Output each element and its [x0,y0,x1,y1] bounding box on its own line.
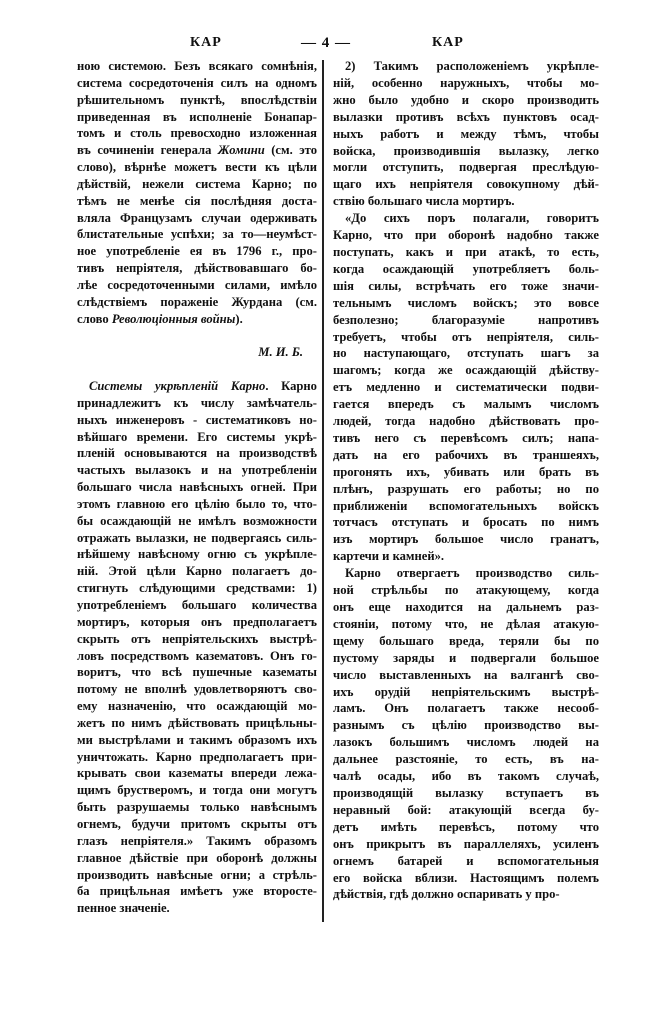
italic-text: Жомини [217,143,265,158]
text-segment: . Карно [265,379,317,394]
text-line: его войска вблизи. Настоящимъ полемъ [333,870,599,885]
text-line: число выставленныхъ на валгангѣ сво- [333,667,599,682]
text-line: ною системою. Безъ всякаго сомнѣнія, [77,59,317,73]
text-line: ной стрѣльбы по атакующему, когда [333,583,599,598]
text-line: ныхъ работъ и между тѣмъ, чтобы [333,126,599,141]
text-line: етъ медленно и систематически подви- [333,380,599,395]
text-line: потому не вполнѣ удовлетворяютъ сво- [77,682,317,697]
page-number: — 4 — [301,35,351,51]
text-line: изъ мортиръ большое число гранатъ, [333,532,599,547]
text-line: пленій основываются на производствѣ [77,446,317,461]
text-line: М. И. Б. [258,345,303,360]
text-line: шія силы, встрѣчать его тоже значи- [333,278,599,293]
text-line: быть разрушаемы только навѣснымъ [77,800,317,815]
text-line: ламъ. Онъ полагаетъ также несооб- [333,701,599,716]
text-line: безполезно; благоразуміе напротивъ [333,312,599,327]
text-line: Карно, что при оборонѣ надобно также [333,228,599,243]
text-line: дальнее разстояніе, то есть, въ на- [333,752,599,767]
text-line: неравный бой: атакующій всегда бу- [333,802,599,817]
text-line: ствію большаго числа мортиръ. [333,194,515,209]
text-segment: ). [235,311,243,326]
text-line: людей, тогда надобно дѣйствовать про- [333,414,599,429]
column-divider [322,60,324,922]
text-line: производящій вылазку вступаетъ въ [333,785,599,800]
text-line [77,311,317,328]
text-line: приведенная въ исполненіе Бонапар- [77,109,317,124]
text-segment: слово [77,311,112,326]
text-line: употребленіемъ большаго количества [77,598,317,612]
text-line: онъ прикрытъ въ параллеляхъ, усиленъ [333,836,599,851]
text-line: вляла Французамъ случаи одерживать [77,210,317,225]
text-segment: въ сочиненіи генерала [77,143,218,158]
paragraph [77,378,317,917]
text-line: вѣйшаго времени. Его системы укрѣ- [77,429,317,444]
text-line: лѣе сосредоточенными силами, имѣло [77,277,317,292]
text-line: требуетъ, чтобы отъ непріятеля, силь- [333,329,599,344]
text-line: ми выстрѣлами и такимъ образомъ ихъ [77,732,317,747]
italic-text: Революціонныя войны [111,311,236,326]
text-line: главное дѣйствіе при оборонѣ должны [77,850,317,865]
text-line: система сосредоточенія силъ на одномъ [77,75,317,90]
text-line: Карно отвергаетъ производство силь- [345,566,599,581]
text-line: мортиръ, которыя онъ предполагаетъ [77,614,317,629]
text-line: щимъ брустверомъ, и тогда они могутъ [77,783,317,798]
text-line: дать на его рабочихъ въ траншеяхъ, [333,447,599,462]
text-line: разнымъ съ цѣлію производство вы- [333,718,599,733]
text-line: воритъ, что всѣ пушечные казематы [77,665,317,680]
text-line: отражать вылазки, не подвергаясь силь- [77,530,317,545]
italic-text: Системы укрѣпленій Карно [89,379,266,394]
text-line: огнемъ батарей и вспомогательныя [333,853,599,868]
text-line [77,378,317,395]
text-line: дѣйствій, нежели система Карно; по [77,176,317,191]
text-line: уничтожать. Карно предполагаетъ при- [77,749,317,764]
text-line: лазокъ большимъ числомъ людей на [333,735,599,750]
text-line: рѣшительномъ пунктѣ, впослѣдствіи [77,92,317,107]
text-line: ему назначенію, что осаждающій мо- [77,699,317,714]
paragraph [77,58,317,328]
text-line: большаго числа навѣсныхъ огней. При [77,480,317,495]
running-head-left: КАР [190,35,222,50]
text-line: ній, особенно наружныхъ, чтобы мо- [333,75,599,90]
text-line: тѣмъ не менѣе сія послѣдняя доста- [77,193,317,208]
text-line: томъ и столь превосходно изложенная [77,126,317,141]
text-line: 2) Такимъ расположеніемъ укрѣпле- [345,59,599,73]
text-line: когда осаждающій употребляетъ боль- [333,261,599,276]
text-line: жетъ по нимъ дѣйствовать прицѣльны- [77,715,317,730]
text-line: этомъ главною его цѣлію было то, что- [77,496,317,511]
text-line: слѣдствіемъ пораженіе Журдана (см. [77,294,317,309]
signature [77,344,317,361]
text-line: слово), вѣрнѣе можетъ вести къ цѣли [77,160,317,175]
text-line: картечи и камней». [333,549,445,564]
text-line: дѣйствія, гдѣ должно оспаривать у про- [333,887,560,902]
text-line: но наступающаго, отступать шагъ за [333,346,599,361]
running-head-right: КАР [432,35,464,50]
text-segment: (см. это [264,143,317,158]
text-line: жно было удобно и скоро производить [333,92,599,107]
paragraph [333,58,599,210]
text-line: скрыть отъ непріятельскихъ выстрѣ- [77,631,317,646]
text-line: тивъ непріятеля, дѣйствовавшаго бо- [77,261,317,276]
text-line: пустому заряды и подвергали большое [333,650,599,665]
text-line: ній. Этой цѣли Карно полагаетъ до- [77,564,317,579]
right-column [333,58,599,903]
text-line: «До сихъ поръ полагали, говоритъ [345,211,599,226]
text-line: шагомъ; когда же осаждающій дѣйству- [333,363,599,378]
text-line: чалѣ осады, ибо въ такомъ случаѣ, [333,769,599,784]
text-line: приближеніи вспомогательныхъ войскъ [333,498,599,513]
text-line: ныхъ инженеровъ - систематиковъ но- [77,412,317,427]
text-line: тивъ него съ перевѣсомъ силъ; напа- [333,430,599,445]
paragraph [333,210,599,565]
left-column [77,58,317,917]
text-line: щаго ихъ непріятеля совокупному дѣй- [333,177,599,192]
text-line: вылазки противъ всѣхъ пунктовъ осад- [333,109,599,124]
text-line: частыхъ вылазокъ и на употребленіи [77,463,317,478]
text-line: производить навѣсные огни; а стрѣль- [77,867,317,882]
text-line: огнемъ, будучи притомъ скрыты отъ [77,816,317,831]
text-line: ловъ посредствомъ казематовъ. Онъ го- [77,648,317,663]
text-line: онъ еще находится на дальнемъ раз- [333,600,599,614]
text-line [77,142,317,159]
text-line: тельнымъ числомъ войскъ; это вовсе [333,295,599,310]
text-line: глазъ непріятеля.» Такимъ образомъ [77,833,317,848]
text-line: детъ имѣть перевѣсъ, потому что [333,819,599,834]
text-line: плѣнъ, разрушать его работы; но по [333,481,599,496]
text-line: крывать свои казематы впереди лежа- [77,766,317,781]
text-line: ба прицѣльная имѣетъ уже второсте- [77,884,317,899]
text-line: стигнуть слѣдующими средствами: 1) [77,581,317,596]
text-line: могли отступить, подвергая преслѣдую- [333,160,599,175]
paragraph [333,565,599,903]
text-line: стояніи, потому что, не дѣлая атакую- [333,616,599,631]
text-line: поступать, какъ и при атакѣ, то есть, [333,244,599,259]
text-line: бы осаждающій не имѣлъ возможности [77,513,317,528]
text-line: пенное значеніе. [77,901,170,916]
text-line: блистательные успѣхи; за то—неумѣст- [77,227,317,242]
text-line: ихъ орудій непріятельскимъ выстрѣ- [333,684,599,699]
text-line: принадлежитъ къ числу замѣчатель- [77,395,317,410]
text-line: ное употребленіе ея въ 1796 г., про- [77,244,317,259]
text-line: нѣйшему навѣсному огню съ укрѣпле- [77,547,317,562]
text-line: гается впередъ съ малымъ числомъ [333,397,599,412]
text-line: тотчасъ отступать и бросать по нимъ [333,515,599,530]
text-line: прогонять ихъ, убивать или брать въ [333,464,599,479]
text-line: щему большаго вреда, теряли бы по [333,633,599,648]
text-line: войска, производившія вылазку, легко [333,143,599,158]
